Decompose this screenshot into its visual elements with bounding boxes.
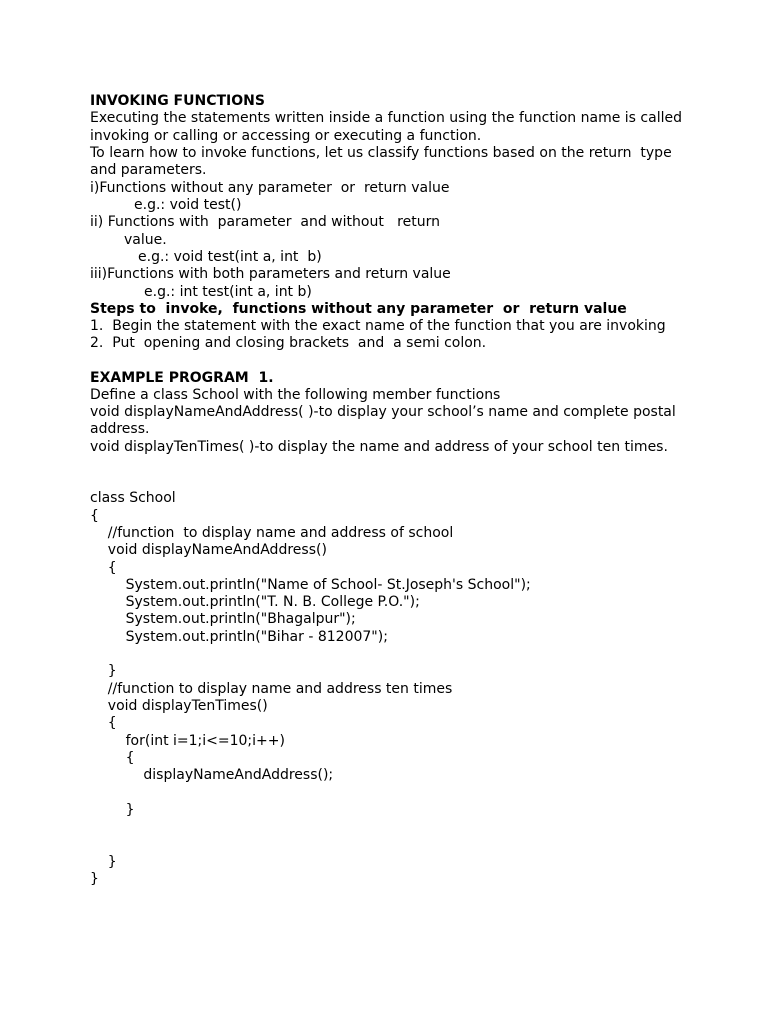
code-line: void displayNameAndAddress() — [90, 542, 327, 558]
code-line: class School — [90, 490, 176, 506]
function-type-2-example: e.g.: void test(int a, int b) — [138, 249, 322, 265]
code-line: System.out.println("Name of School- St.Joseph's School"); — [90, 577, 531, 593]
code-line: { — [90, 750, 135, 766]
code-line: void displayTenTimes() — [90, 698, 268, 714]
example-desc-line: void displayTenTimes( )-to display the name and address of your school ten times. — [90, 439, 668, 455]
function-type-1: i)Functions without any parameter or return value — [90, 180, 450, 196]
example-desc-line: void displayNameAndAddress( )-to display your school’s name and complete postal — [90, 404, 676, 420]
example-desc-line: address. — [90, 421, 150, 437]
code-line: for(int i=1;i<=10;i++) — [90, 733, 285, 749]
code-line: { — [90, 508, 99, 524]
example-heading: EXAMPLE PROGRAM 1. — [90, 370, 274, 386]
function-type-2: ii) Functions with parameter and without return — [90, 214, 440, 230]
code-comment: //function to display name and address of school — [90, 525, 454, 541]
code-line: } — [90, 854, 117, 870]
function-type-2-cont: value. — [124, 232, 167, 248]
code-line: { — [90, 715, 117, 731]
code-comment: //function to display name and address ten times — [90, 681, 453, 697]
code-line: System.out.println("Bihar - 812007"); — [90, 629, 388, 645]
code-line: } — [90, 802, 135, 818]
code-line: System.out.println("T. N. B. College P.O."); — [90, 594, 420, 610]
code-line: { — [90, 560, 117, 576]
example-desc-line: Define a class School with the following member functions — [90, 387, 501, 403]
function-type-1-example: e.g.: void test() — [134, 197, 242, 213]
code-line: } — [90, 871, 99, 887]
intro-line: and parameters. — [90, 162, 207, 178]
code-line: } — [90, 663, 117, 679]
step-item: 1. Begin the statement with the exact name of the function that you are invoking — [90, 318, 666, 334]
intro-line: To learn how to invoke functions, let us classify functions based on the return type — [90, 145, 672, 161]
steps-heading: Steps to invoke, functions without any parameter or return value — [90, 301, 627, 317]
step-item: 2. Put opening and closing brackets and a semi colon. — [90, 335, 487, 351]
intro-line: invoking or calling or accessing or executing a function. — [90, 128, 482, 144]
code-line: displayNameAndAddress(); — [90, 767, 334, 783]
function-type-3-example: e.g.: int test(int a, int b) — [144, 284, 312, 300]
intro-line: Executing the statements written inside a function using the function name is called — [90, 110, 682, 126]
section-heading: INVOKING FUNCTIONS — [90, 93, 265, 109]
function-type-3: iii)Functions with both parameters and return value — [90, 266, 451, 282]
code-line: System.out.println("Bhagalpur"); — [90, 611, 356, 627]
